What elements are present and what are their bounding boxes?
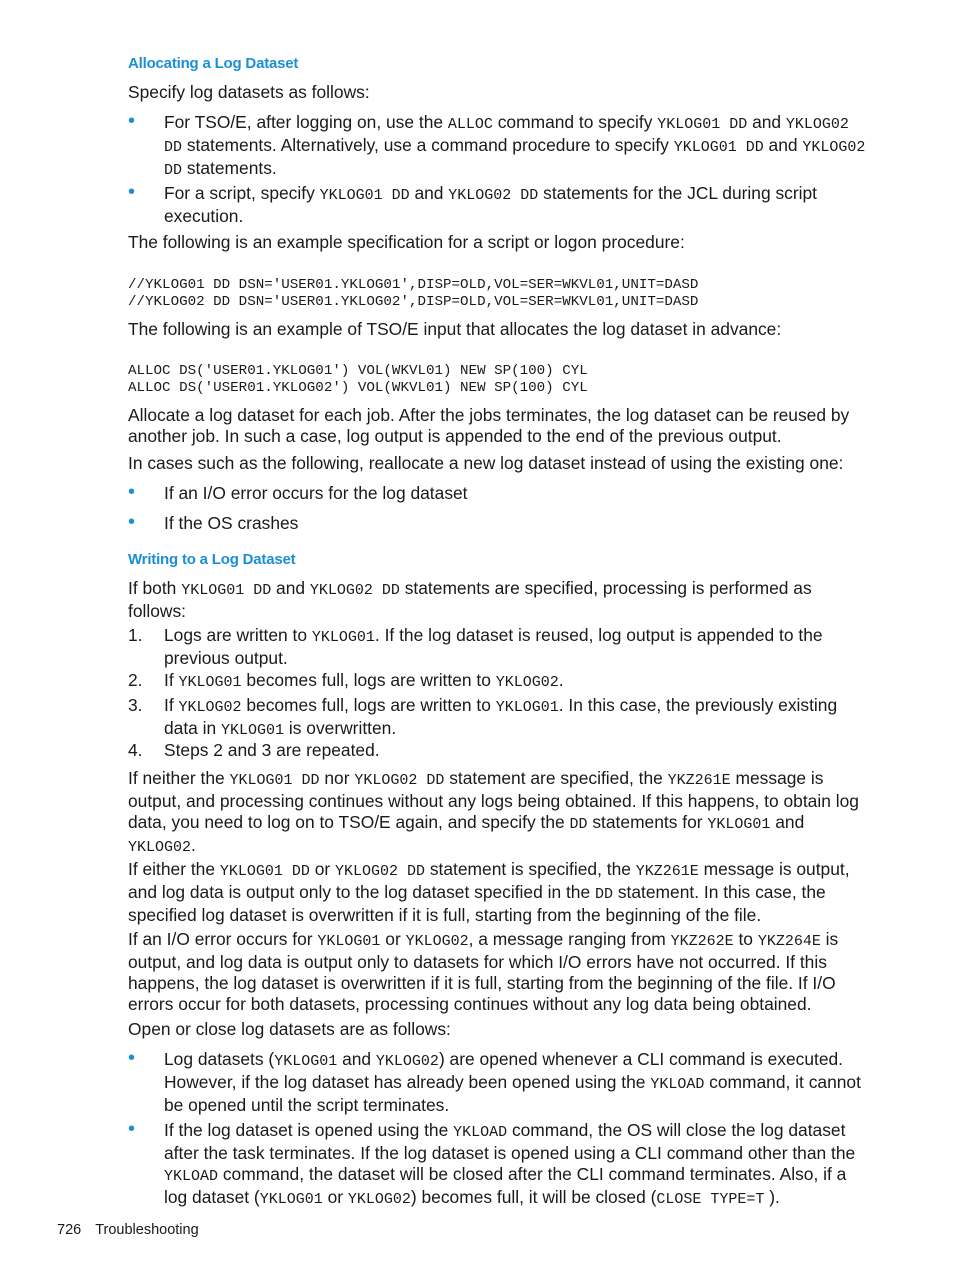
list-item-text: [164, 112, 868, 181]
text-run: statement. In this case, the specified log dataset is overwritten if it is full, starting from the beginning of the file.: [128, 882, 826, 925]
list-item-text: [164, 1049, 868, 1116]
text-run: command to specify: [492, 112, 658, 132]
text-run: Logs are written to: [164, 625, 312, 645]
inline-code: YKLOG01: [221, 722, 285, 739]
section-heading-allocating: Allocating a Log Dataset: [128, 55, 299, 72]
text-run: and: [770, 812, 805, 832]
text-run: , a message ranging from: [468, 929, 671, 949]
inline-code: CLOSE TYPE=T: [656, 1191, 765, 1208]
step-number: 1.: [128, 625, 143, 645]
inline-code: YKLOAD: [453, 1124, 508, 1141]
inline-code: YKLOAD: [650, 1076, 705, 1093]
step-number: 2.: [128, 670, 143, 690]
text-run: to: [733, 929, 758, 949]
inline-code: YKLOG02: [375, 1053, 439, 1070]
inline-code: YKLOG01: [707, 816, 771, 833]
inline-code: YKLOG02: [495, 674, 559, 691]
inline-code: YKLOG01 DD: [229, 772, 320, 789]
inline-code: YKLOG01: [274, 1053, 338, 1070]
section-heading-writing: Writing to a Log Dataset: [128, 551, 296, 568]
code-block-jcl: //YKLOG01 DD DSN='USER01.YKLOG01',DISP=OLD,VOL=SER=WKVL01,UNIT=DASD //YKLOG02 DD DSN='USER01.YKLOG02',DISP=OLD,VOL=SER=WKVL01,UNIT=DASD: [128, 277, 699, 310]
inline-code: YKZ264E: [757, 933, 821, 950]
text-run: becomes full, logs are written to: [241, 670, 496, 690]
text-run: message is output, and processing continues without any logs being obtained. If this happens, to obtain log data, you need to log on to TSO/E again, and specify the: [128, 768, 859, 832]
inline-code: YKLOG02: [178, 699, 242, 716]
text-run: command, it cannot be opened until the script terminates.: [164, 1072, 861, 1115]
allocating-intro: Specify log datasets as follows:: [128, 82, 370, 102]
list-item-text: If an I/O error occurs for the log dataset: [164, 483, 468, 503]
inline-code: YKLOG01: [259, 1191, 323, 1208]
text-run: or: [380, 929, 406, 949]
inline-code: YKLOG02 DD: [335, 863, 426, 880]
inline-code: YKLOG02 DD: [448, 187, 539, 204]
text-run: and: [271, 578, 310, 598]
text-run: becomes full, logs are written to: [241, 695, 496, 715]
writing-intro: [128, 578, 868, 622]
list-item-text: If the OS crashes: [164, 513, 299, 533]
paragraph-job: Allocate a log dataset for each job. After the jobs terminates, the log dataset can be reused by another job. In such a case, log output is appended to the end of the previous output.: [128, 405, 850, 446]
list-item-text: [164, 740, 868, 761]
text-run: command, the dataset will be closed after the CLI command terminates. Also, if a log dataset (: [164, 1164, 847, 1207]
inline-code: YKLOG02 DD: [309, 582, 400, 599]
list-item-text: [164, 183, 868, 227]
text-run: If: [164, 670, 179, 690]
text-run: statements for: [587, 812, 708, 832]
text-run: and: [409, 183, 449, 203]
step-number: 4.: [128, 740, 143, 760]
text-run: If an I/O error occurs for: [128, 929, 318, 949]
inline-code: YKLOG02 DD: [354, 772, 445, 789]
text-run: If both: [128, 578, 182, 598]
text-run: statements. Alternatively, use a command procedure to specify: [182, 135, 674, 155]
list-item-text: [164, 670, 868, 693]
paragraph-cases: In cases such as the following, reallocate a new log dataset instead of using the existing one:: [128, 453, 844, 473]
text-run: statement is specified, the: [425, 859, 636, 879]
page-number: 726: [57, 1222, 82, 1238]
inline-code: YKLOG01: [311, 629, 375, 646]
inline-code: ALLOC: [447, 116, 493, 133]
text-run: statement are specified, the: [444, 768, 668, 788]
bullet-icon: •: [128, 1047, 136, 1069]
text-run: statements are specified, processing is performed as follows:: [128, 578, 812, 621]
paragraph-io-error: [128, 929, 868, 1015]
bullet-icon: •: [128, 181, 136, 203]
text-run: . If the log dataset is reused, log output is appended to the previous output.: [164, 625, 823, 668]
inline-code: YKZ261E: [635, 863, 699, 880]
example2-intro: The following is an example of TSO/E input that allocates the log dataset in advance:: [128, 319, 782, 339]
list-item-text: [164, 1120, 868, 1210]
text-run: command, the OS will close the log dataset after the task terminates. If the log dataset is opened using a CLI command other than the: [164, 1120, 856, 1163]
text-run: statements for the JCL during script execution.: [164, 183, 818, 226]
text-run: Log datasets (: [164, 1049, 275, 1069]
text-run: For TSO/E, after logging on, use the: [164, 112, 448, 132]
text-run: . In this case, the previously existing data in: [164, 695, 838, 738]
text-run: and: [747, 112, 786, 132]
inline-code: DD: [569, 816, 588, 833]
inline-code: YKLOG01 DD: [181, 582, 272, 599]
bullet-icon: •: [128, 511, 136, 533]
text-run: .: [558, 670, 564, 690]
bullet-icon: •: [128, 481, 136, 503]
inline-code: YKLOG01: [495, 699, 559, 716]
example1-intro: The following is an example specification for a script or logon procedure:: [128, 232, 685, 252]
paragraph-either: [128, 859, 868, 926]
text-run: or: [309, 859, 335, 879]
inline-code: YKLOG02: [405, 933, 469, 950]
text-run: or: [322, 1187, 348, 1207]
text-run: is overwritten.: [284, 718, 397, 738]
text-run: nor: [319, 768, 355, 788]
text-run: and: [763, 135, 803, 155]
text-run: ) becomes full, it will be closed (: [410, 1187, 657, 1207]
text-run: .: [191, 835, 196, 855]
inline-code: YKZ262E: [670, 933, 734, 950]
inline-code: YKLOG02: [128, 839, 192, 856]
list-item-text: [164, 695, 868, 741]
list-item-text: [164, 625, 868, 669]
text-run: If: [164, 695, 179, 715]
code-block-alloc: ALLOC DS('USER01.YKLOG01') VOL(WKVL01) NEW SP(100) CYL ALLOC DS('USER01.YKLOG02') VOL(WKVL01) NEW SP(100) CYL: [128, 363, 588, 396]
bullet-icon: •: [128, 110, 136, 132]
inline-code: YKLOG01: [178, 674, 242, 691]
inline-code: YKLOG01: [317, 933, 381, 950]
page-footer: [57, 1222, 213, 1238]
text-run: ).: [764, 1187, 780, 1207]
inline-code: YKLOG01 DD: [219, 863, 310, 880]
text-run: If either the: [128, 859, 220, 879]
text-run: statements.: [182, 158, 277, 178]
inline-code: YKZ261E: [667, 772, 731, 789]
text-run: For a script, specify: [164, 183, 320, 203]
bullet-icon: •: [128, 1118, 136, 1140]
text-run: and: [337, 1049, 376, 1069]
footer-section-title: Troubleshooting: [95, 1222, 199, 1238]
inline-code: YKLOG01 DD: [319, 187, 410, 204]
inline-code: YKLOAD: [164, 1168, 219, 1185]
text-run: message is output, and log data is output only to the log dataset specified in the: [128, 859, 850, 902]
step-number: 3.: [128, 695, 143, 715]
paragraph-open-close: Open or close log datasets are as follows:: [128, 1019, 451, 1039]
paragraph-neither: [128, 768, 868, 858]
inline-code: DD: [594, 886, 613, 903]
inline-code: YKLOG02: [347, 1191, 411, 1208]
text-run: ) are opened whenever a CLI command is executed. However, if the log dataset has already been opened using the: [164, 1049, 844, 1092]
text-run: If neither the: [128, 768, 230, 788]
text-run: is output, and log data is output only to datasets for which I/O errors have not occurred. If this happens, the log dataset is overwritten if it is full, starting from the beginning of the file. If I/O errors occur for both datasets, processing continues without any log data being obtained.: [128, 929, 839, 1014]
inline-code: YKLOG02 DD: [164, 139, 866, 179]
inline-code: YKLOG02 DD: [164, 116, 849, 156]
text-run: If the log dataset is opened using the: [164, 1120, 454, 1140]
inline-code: YKLOG01 DD: [673, 139, 764, 156]
inline-code: YKLOG01 DD: [657, 116, 748, 133]
text-run: Steps 2 and 3 are repeated.: [164, 740, 380, 760]
